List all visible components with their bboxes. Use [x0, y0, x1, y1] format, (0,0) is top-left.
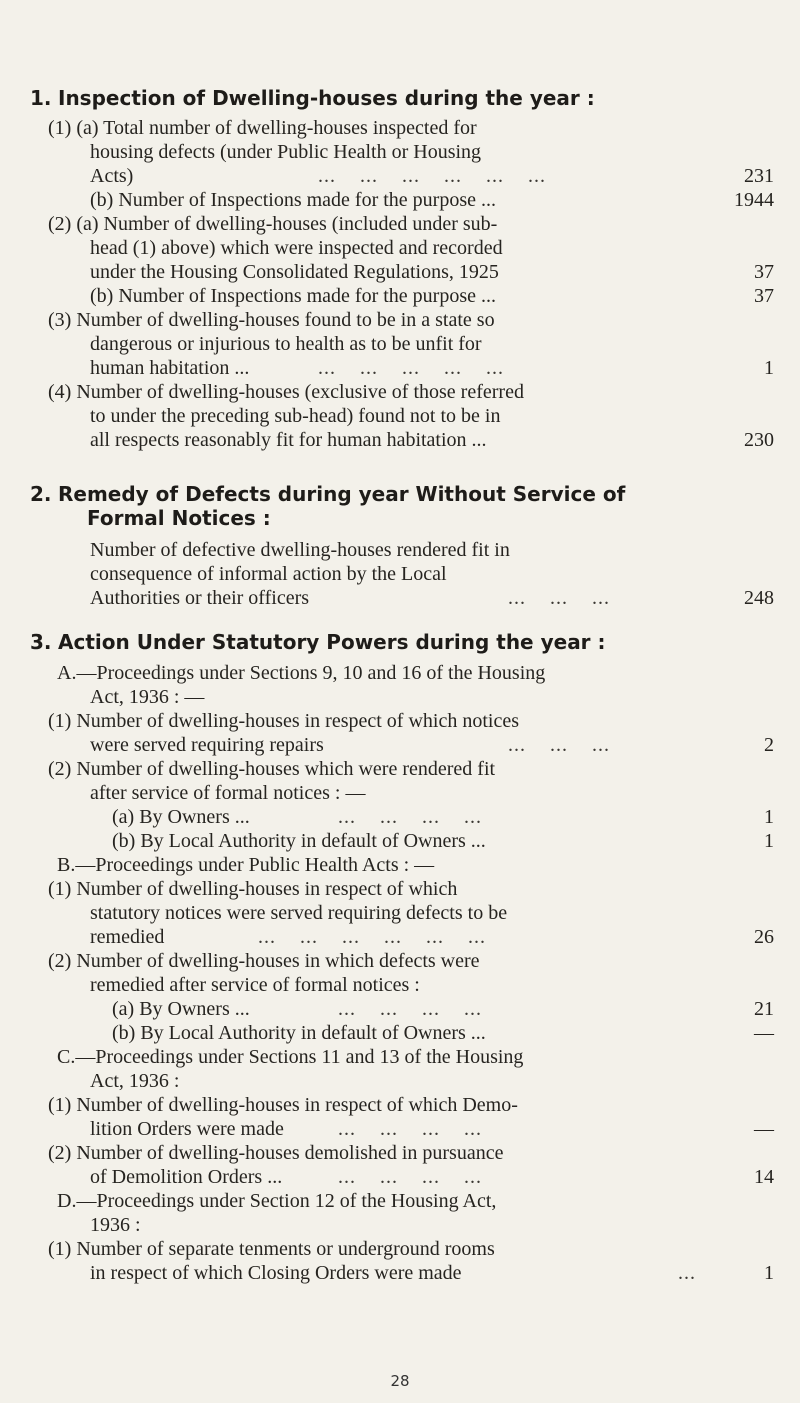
- value: 1: [764, 1262, 774, 1284]
- text-line: D.—Proceedings under Section 12 of the Housing Act,: [57, 1190, 497, 1212]
- text-line: remedied after service of formal notices :: [90, 974, 420, 996]
- text-line: (1) Number of separate tenments or underground rooms: [48, 1238, 495, 1260]
- text-line: to under the preceding sub-head) found not to be in: [90, 405, 501, 427]
- value: 248: [744, 587, 774, 609]
- text-line: consequence of informal action by the Local: [90, 563, 447, 585]
- text-line: after service of formal notices : —: [90, 782, 366, 804]
- text-line: (2) Number of dwelling-houses which were rendered fit: [48, 758, 496, 780]
- text-line: Act, 1936 :: [90, 1070, 180, 1092]
- text-line: all respects reasonably fit for human habitation ...: [90, 429, 487, 451]
- text-line: remedied: [90, 926, 165, 948]
- value: 37: [754, 285, 774, 307]
- text-line: were served requiring repairs: [90, 734, 324, 756]
- text-line: (b) Number of Inspections made for the purpose ...: [90, 285, 496, 307]
- value: 37: [754, 261, 774, 283]
- leader-dots: ... ... ... ... ... ...: [258, 926, 486, 948]
- text-line: A.—Proceedings under Sections 9, 10 and 16 of the Housing: [57, 662, 546, 684]
- section-number: 1.: [30, 86, 52, 110]
- text-line: (b) By Local Authority in default of Owners ...: [112, 1022, 486, 1044]
- leader-dots: ... ... ... ...: [338, 1166, 482, 1188]
- text-line: lition Orders were made: [90, 1118, 284, 1140]
- value: 1: [764, 357, 774, 379]
- value: —: [754, 1022, 774, 1044]
- leader-dots: ... ... ... ... ... ...: [318, 165, 546, 187]
- value: 2: [764, 734, 774, 756]
- text-line: Acts): [90, 165, 134, 187]
- section-title: Remedy of Defects during year Without Service of: [58, 482, 626, 506]
- text-line: 1936 :: [90, 1214, 141, 1236]
- text-line: dangerous or injurious to health as to be unfit for: [90, 333, 482, 355]
- text-line: (1) (a) Total number of dwelling-houses inspected for: [48, 117, 477, 139]
- text-line: (b) By Local Authority in default of Owners ...: [112, 830, 486, 852]
- text-line: under the Housing Consolidated Regulations, 1925: [90, 261, 499, 283]
- section-title-continued: Formal Notices :: [87, 506, 271, 530]
- text-line: (a) By Owners ...: [112, 998, 250, 1020]
- value: 231: [744, 165, 774, 187]
- value: 1944: [734, 189, 774, 211]
- section-title: Inspection of Dwelling-houses during the year :: [58, 86, 595, 110]
- text-line: (3) Number of dwelling-houses found to be in a state so: [48, 309, 495, 331]
- leader-dots: ... ... ... ...: [338, 806, 482, 828]
- leader-dots: ... ... ...: [508, 734, 610, 756]
- leader-dots: ... ... ... ...: [338, 1118, 482, 1140]
- text-line: (1) Number of dwelling-houses in respect of which: [48, 878, 458, 900]
- leader-dots: ...: [678, 1262, 696, 1284]
- text-line: (b) Number of Inspections made for the purpose ...: [90, 189, 496, 211]
- value: 14: [754, 1166, 774, 1188]
- value: 230: [744, 429, 774, 451]
- text-line: (1) Number of dwelling-houses in respect of which Demo-: [48, 1094, 518, 1116]
- text-line: (1) Number of dwelling-houses in respect of which notices: [48, 710, 519, 732]
- text-line: B.—Proceedings under Public Health Acts : —: [57, 854, 435, 876]
- text-line: (a) By Owners ...: [112, 806, 250, 828]
- text-line: Number of defective dwelling-houses rendered fit in: [90, 539, 510, 561]
- value: —: [754, 1118, 774, 1140]
- leader-dots: ... ... ...: [508, 587, 610, 609]
- text-line: human habitation ...: [90, 357, 250, 379]
- section-title: Action Under Statutory Powers during the year :: [58, 630, 606, 654]
- text-line: in respect of which Closing Orders were made: [90, 1262, 462, 1284]
- text-line: (2) Number of dwelling-houses demolished in pursuance: [48, 1142, 504, 1164]
- section-number: 3.: [30, 630, 52, 654]
- text-line: statutory notices were served requiring defects to be: [90, 902, 508, 924]
- text-line: of Demolition Orders ...: [90, 1166, 283, 1188]
- text-line: housing defects (under Public Health or Housing: [90, 141, 482, 163]
- text-line: C.—Proceedings under Sections 11 and 13 of the Housing: [57, 1046, 524, 1068]
- text-line: head (1) above) which were inspected and recorded: [90, 237, 503, 259]
- leader-dots: ... ... ... ...: [338, 998, 482, 1020]
- section-number: 2.: [30, 482, 52, 506]
- text-line: Act, 1936 : —: [90, 686, 205, 708]
- value: 26: [754, 926, 774, 948]
- page-number: 28: [390, 1372, 410, 1390]
- leader-dots: ... ... ... ... ...: [318, 357, 504, 379]
- text-line: (4) Number of dwelling-houses (exclusive of those referred: [48, 381, 524, 403]
- text-line: (2) (a) Number of dwelling-houses (included under sub-: [48, 213, 498, 235]
- value: 1: [764, 806, 774, 828]
- value: 21: [754, 998, 774, 1020]
- text-line: (2) Number of dwelling-houses in which defects were: [48, 950, 480, 972]
- value: 1: [764, 830, 774, 852]
- text-line: Authorities or their officers: [90, 587, 310, 609]
